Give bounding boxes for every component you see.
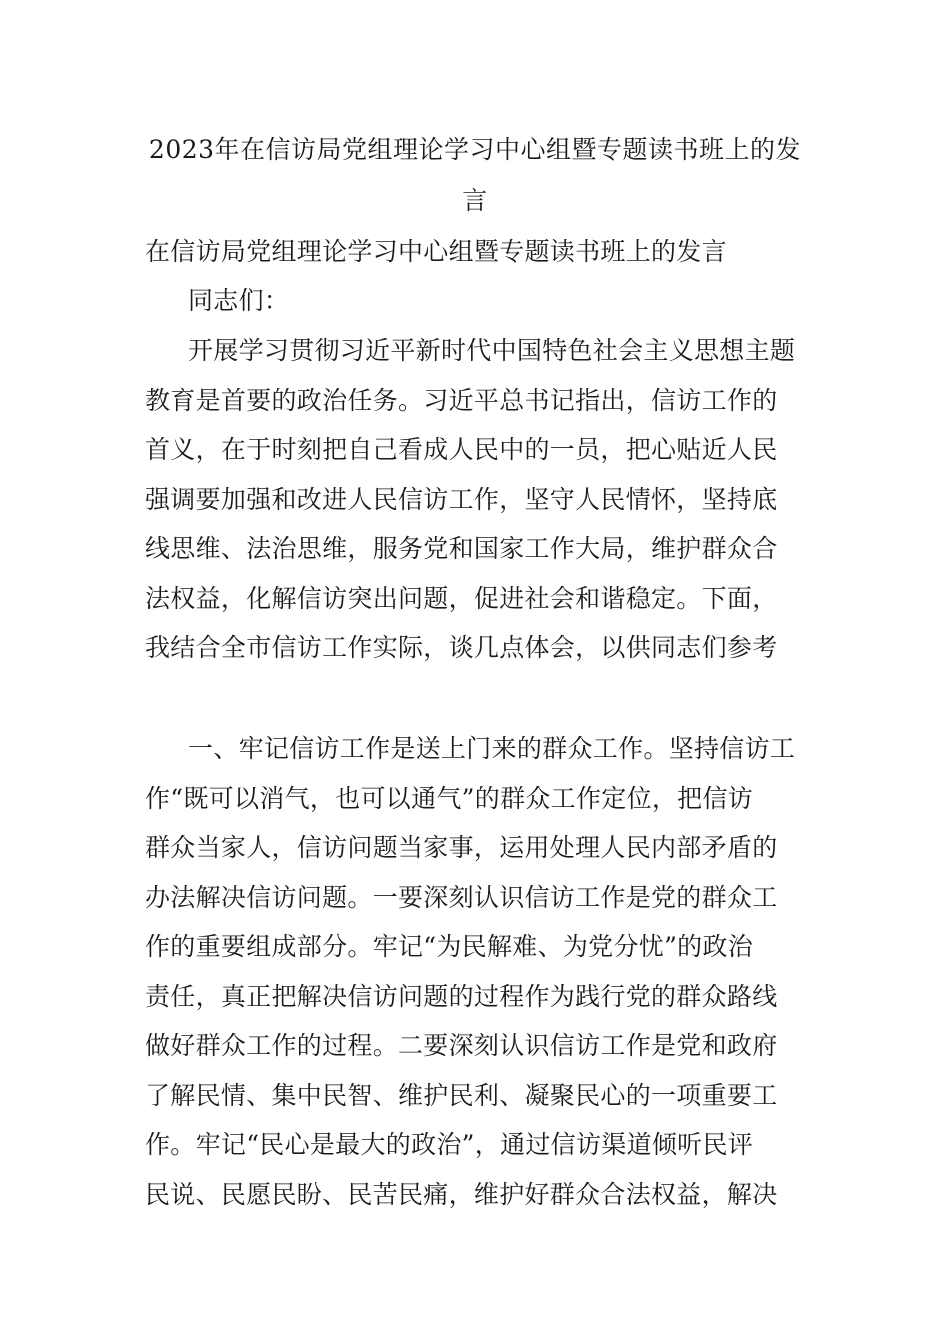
paragraph-line: 作的重要组成部分。牢记“为民解难、为党分忧”的政治 [145,932,754,961]
paragraph-line: 法权益，化解信访突出问题，促进社会和谐稳定。下面， [145,584,778,613]
paragraph-line: 群众当家人，信访问题当家事，运用处理人民内部矛盾的 [145,833,778,862]
paragraph-line: 强调要加强和改进人民信访工作，坚守人民情怀，坚持底 [145,485,778,514]
paragraph-line: 做好群众工作的过程。二要深刻认识信访工作是党和政府 [145,1031,778,1060]
document-title-line-2: 言 [462,186,488,215]
salutation: 同志们： [188,286,290,315]
paragraph-line: 线思维、法治思维，服务党和国家工作大局，维护群众合 [145,534,778,563]
paragraph-line: 作“既可以消气，也可以通气”的群众工作定位，把信访 [145,784,754,813]
document-title-line-1: 2023年在信访局党组理论学习中心组暨专题读书班上的发 [148,135,802,164]
paragraph-line: 作。牢记“民心是最大的政治”，通过信访渠道倾听民评 [145,1130,754,1159]
paragraph-line: 开展学习贯彻习近平新时代中国特色社会主义思想主题 [188,336,796,365]
paragraph-line: 教育是首要的政治任务。习近平总书记指出，信访工作的 [145,386,778,415]
paragraph-line: 办法解决信访问题。一要深刻认识信访工作是党的群众工 [145,883,778,912]
paragraph-line: 我结合全市信访工作实际，谈几点体会，以供同志们参考 [145,633,778,662]
paragraph-line: 责任，真正把解决信访问题的过程作为践行党的群众路线 [145,982,778,1011]
paragraph-line: 民说、民愿民盼、民苦民痛，维护好群众合法权益，解决 [145,1180,778,1209]
paragraph-line: 首义，在于时刻把自己看成人民中的一员，把心贴近人民 [145,435,778,464]
document-subtitle: 在信访局党组理论学习中心组暨专题读书班上的发言 [145,237,727,266]
paragraph-line: 了解民情、集中民智、维护民利、凝聚民心的一项重要工 [145,1081,778,1110]
paragraph-line: 一、牢记信访工作是送上门来的群众工作。坚持信访工 [188,734,796,763]
